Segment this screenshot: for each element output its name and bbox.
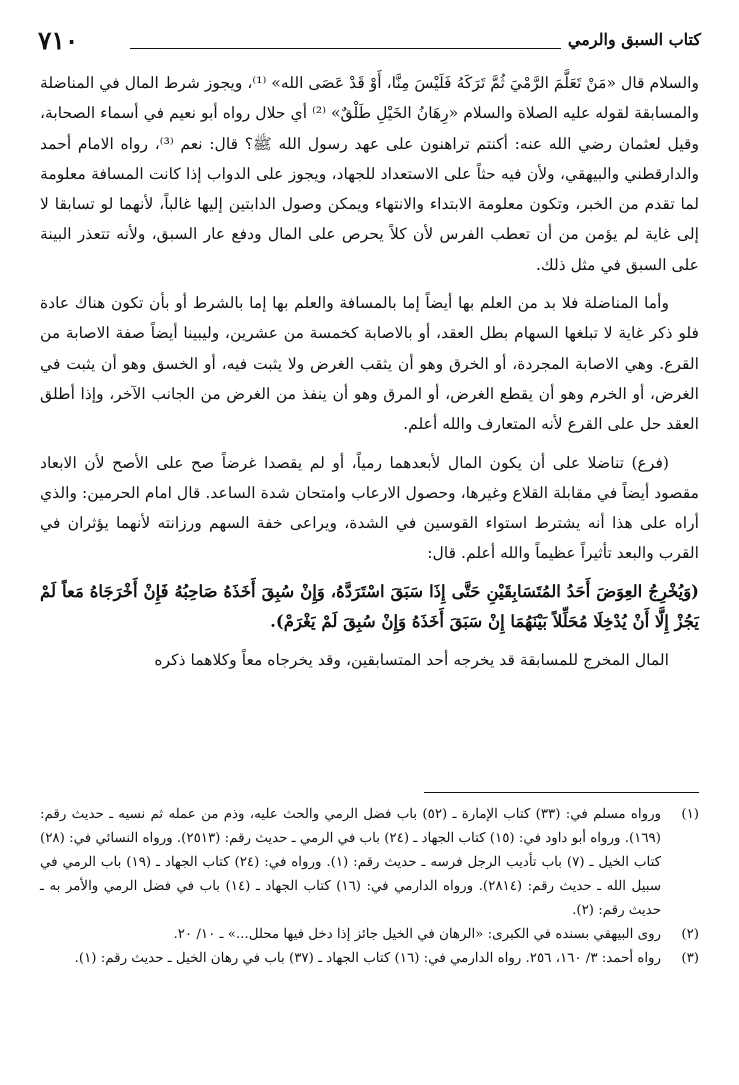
- paragraph: (فرع) تناضلا على أن يكون المال لأبعدهما رمياً، أو لم يقصدا غرضاً صح على الأصح لأن الابعاد مقصود أيضاً في مقابلة القلاع وغيرها، وحصول الارعاب وامتحان شدة الساعد. قال امام الحرمين: والذي أراه على هذا أنه يشترط استواء القوسين في الشدة، ويراعى خفة السهم ورزانته لأنهما يؤثران في القرب والبعد تأثيراً عظيماً والله أعلم. قال:: [40, 453, 699, 563]
- footnote-text: روى البيهقي بسنده في الكبرى: «الرهان في الخيل جائز إذا دخل فيها محلل...» ـ ١٠/ ٢٠.: [173, 927, 661, 942]
- page-header: [38, 30, 701, 60]
- footnote: [40, 803, 699, 923]
- paragraph: والسلام قال «مَنْ تَعَلَّمَ الرَّمْيَ ثُمَّ تَرَكَهُ فَلَيْسَ مِنَّا، أَوْ قَدْ عَصَى الله» ⁽¹⁾، ويجوز شرط المال في المناضلة والمسابقة لقوله عليه الصلاة والسلام «رِهَانُ الخَيْلِ طَلْقٌ» ⁽²⁾ أي حلال رواه أبو نعيم في أسماء الصحابة، وقيل لعثمان رضي الله عنه: أكنتم تراهنون على عهد رسول الله ﷺ؟ قال: نعم ⁽³⁾، رواه الامام أحمد والدارقطني والبيهقي، ولأن فيه حثاً على الاستعداد للجهاد، ويجوز على الدواب إذا كانت المسافة معلومة لما تقدم من الخبر، وتكون معلومة الابتداء والانتهاء ويمكن وصول الدابتين إليها غالباً، لأنهما لو تسابقا لا إلى غاية لم يؤمن من أن تعطب الفرس لأن كلاً يحرص على المال ودفع عار السبق، ولأنه تتعذر البينة على السبق في مثل ذلك.: [40, 74, 699, 274]
- footnote: [40, 947, 699, 971]
- footnote: [40, 923, 699, 947]
- footnote-text: ورواه مسلم في: (٣٣) كتاب الإمارة ـ (٥٢) باب فضل الرمي والحث عليه، وذم من عمله ثم نسيه ـ حديث رقم: (١٦٩). ورواه أبو داود في: (١٥) كتاب الجهاد ـ (٢٤) باب في الرمي ـ حديث رقم: (٢٥١٣). ورواه النسائي في: (٢٨) كتاب الخيل ـ (٧) باب تأديب الرجل فرسه ـ حديث رقم: (١). ورواه في: (٢٤) كتاب الجهاد ـ (١٩) باب الرمي في سبيل الله ـ حديث رقم: (٢٨١٤). ورواه الدارمي في: (١٦) كتاب الجهاد ـ (١٤) باب في فضل الرمي والأمر به ـ حديث رقم: (٢).: [40, 807, 662, 918]
- running-title: كتاب السبق والرمي: [562, 30, 701, 49]
- footnote-separator: [424, 792, 699, 793]
- matn-quote: (وَيُخْرِجُ العِوَضَ أَحَدُ المُتَسَابِقَيْنِ حَتَّى إِذَا سَبَقَ اسْتَرَدَّهُ، وَإِنْ سُبِقَ أَخَذَهُ صَاحِبُهُ فَإِنْ أَخْرَجَاهُ مَعاً لَمْ يَجُزْ إِلَّا أَنْ يُدْخِلَا مُحَلِّلاً بَيْنَهُمَا إِنْ سَبَقَ أَخَذَهُ وَإِنْ سُبِقَ لَمْ يَغْرَمْ).: [40, 581, 699, 632]
- main-text: [40, 68, 699, 676]
- header-rule: [130, 48, 561, 49]
- footnote-number: (٣): [681, 951, 699, 966]
- footnote-text: رواه أحمد: ٣/ ١٦٠، ٢٥٦. رواه الدارمي في: (١٦) كتاب الجهاد ـ (٣٧) باب في رهان الخيل ـ حديث رقم: (١).: [74, 951, 661, 966]
- paragraph: المال المخرج للمسابقة قد يخرجه أحد المتسابقين، وقد يخرجاه معاً وكلاهما ذكره: [154, 651, 669, 670]
- footnote-number: (١): [681, 807, 699, 822]
- page-number: ٧١٠: [38, 28, 79, 55]
- paragraph: وأما المناضلة فلا بد من العلم بها أيضاً إما بالمسافة والعلم بها إما بالشرط أو بأن تكون هناك عادة فلو ذكر غاية لا تبلغها السهام بطل العقد، أو بالاصابة كخمسة من عشرين، وليبينا أيضاً صفة الاصابة من القرع. وهي الاصابة المجردة، أو الخرق وهو أن يثقب الغرض ولا يثبت فيه، أو الخسق وهو أن يثبت في الغرض، أو الخرم وهو أن يقطع الغرض، أو المرق وهو أن ينفذ من الغرض من الجانب الآخر، وإذا أطلق العقد حل على القرع لأنه المتعارف والله أعلم.: [40, 294, 699, 434]
- footnotes: [40, 803, 699, 971]
- footnote-number: (٢): [681, 927, 699, 942]
